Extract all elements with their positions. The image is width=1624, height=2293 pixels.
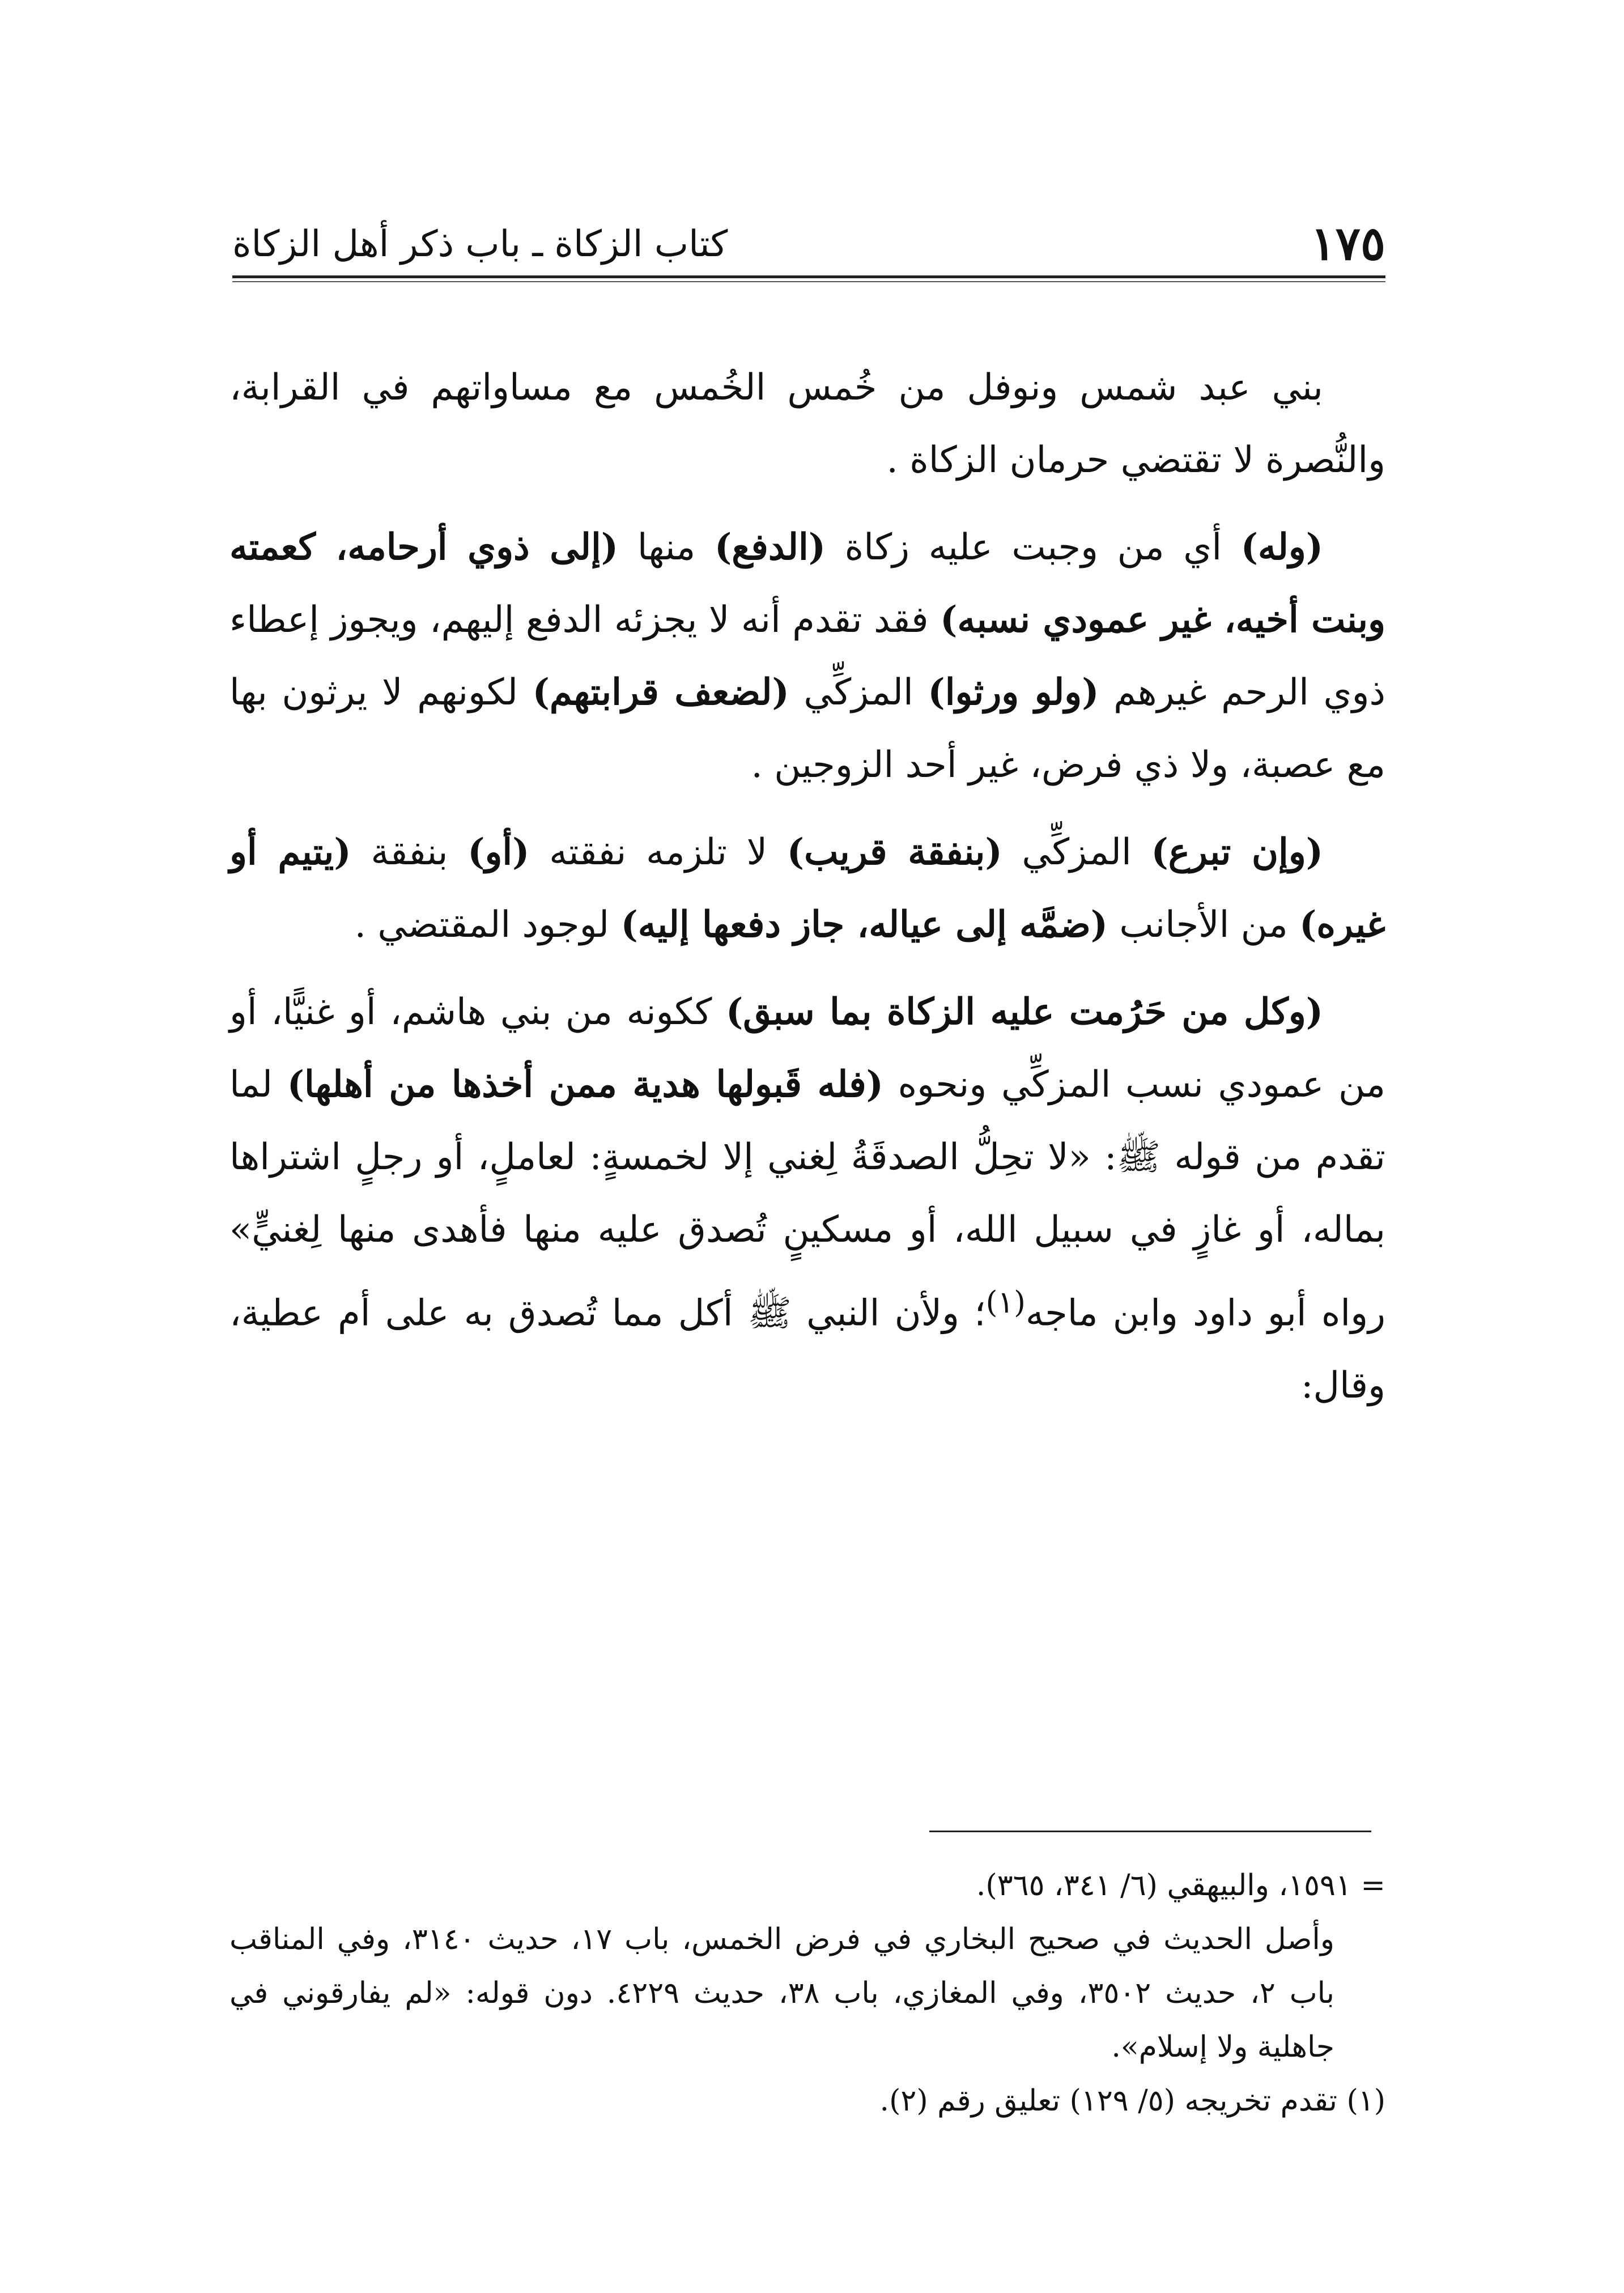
text-run: ككونه من بني هاشم، أو غنيًّا، أو من عمودي نسب المزكِّي ونحوه [229, 991, 1385, 1106]
bold-phrase: (وكل من حَرُمت عليه الزكاة بما سبق) [726, 991, 1324, 1033]
text-run: لما تقدم من قوله ﷺ: «لا تحِلُّ الصدقَةُ لِغني إلا لخمسةٍ: لعاملٍ، أو رجلٍ اشتراها بماله، أو غازٍ في سبيل الله، أو مسكينٍ تُصدق عليه منها فأهدى منها لِغنيٍّ» رواه أبو داود وابن ماجه [229, 1064, 1386, 1335]
text-run: من الأجانب [1108, 904, 1300, 946]
bold-phrase: (وله) [1240, 526, 1324, 568]
text-run: المزكِّي [789, 672, 928, 714]
bold-phrase: (بنفقة قريب) [787, 831, 1002, 873]
page-number: ١٧٥ [1310, 216, 1385, 271]
text-run: فقد تقدم أنه لا يجزئه الدفع إليهم، ويجوز إعطاء ذوي الرحم غيرهم [229, 599, 1386, 714]
paragraph-1 [229, 351, 1385, 496]
text-run: لوجود المقتضي . [354, 904, 621, 946]
text-run: منها [618, 526, 715, 568]
paragraph-2 [229, 511, 1385, 801]
text-run: لكونهم لا يرثون بها مع عصبة، ولا ذي فرض، غير أحد الزوجين . [229, 672, 1385, 786]
header-rule [232, 275, 1385, 278]
main-text [229, 351, 1385, 1437]
footnote-continuation: = ١٥٩١، والبيهقي (٦/ ٣٤١، ٣٦٥). [976, 1869, 1385, 1903]
text-run: لا تلزمه نفقته [529, 831, 787, 873]
bold-phrase: (يتيم أو غيره) [229, 831, 1385, 946]
footnote-separator [929, 1831, 1371, 1832]
bold-phrase: (إلى ذوي أرحامه، كعمته وبنت أخيه، غير عمودي نسبه) [229, 526, 1386, 641]
bold-phrase: (لضعف قرابتهم) [532, 671, 789, 714]
text-run: أي من وجبت عليه زكاة [826, 526, 1241, 568]
text-run: ؛ ولأن النبي ﷺ أكل مما تُصدق به على أم عطية، وقال: [229, 1292, 1385, 1407]
text-run: بنفقة [351, 831, 468, 873]
footnotes [229, 1859, 1385, 2128]
bold-phrase: (فله قَبولها هدية ممن أخذها من أهلها) [287, 1063, 883, 1106]
page-header [232, 218, 1385, 269]
header-rule-thin [232, 281, 1385, 282]
bold-phrase: (وإن تبرع) [1151, 831, 1323, 873]
text-run: المزكِّي [1002, 831, 1151, 873]
footnote-1: (١) تقدم تخريجه (٥/ ١٢٩) تعليق رقم (٢). [879, 2084, 1385, 2118]
paragraph-1-text: بني عبد شمس ونوفل من خُمس الخُمس مع مساواتهم في القرابة، والنُّصرة لا تقتضي حرمان الزكاة . [229, 367, 1385, 481]
paragraph-3 [229, 816, 1385, 961]
paragraph-4 [229, 976, 1385, 1422]
bold-phrase: (أو) [467, 831, 530, 873]
bold-phrase: (ضمَّه إلى عياله، جاز دفعها إليه) [620, 903, 1108, 946]
bold-phrase: (الدفع) [714, 526, 826, 568]
bold-phrase: (ولو ورثوا) [928, 671, 1099, 714]
footnote-marker: (١) [985, 1284, 1026, 1320]
footnote-text: وأصل الحديث في صحيح البخاري في فرض الخمس، باب ١٧، حديث ٣١٤٠، وفي المناقب باب ٢، حديث ٣٥٠٢، وفي المغازي، باب ٣٨، حديث ٤٢٢٩. دون قوله: «لم يفارقوني في جاهلية ولا إسلام». [229, 1922, 1334, 2064]
running-title: كتاب الزكاة ـ باب ذكر أهل الزكاة [232, 223, 728, 265]
